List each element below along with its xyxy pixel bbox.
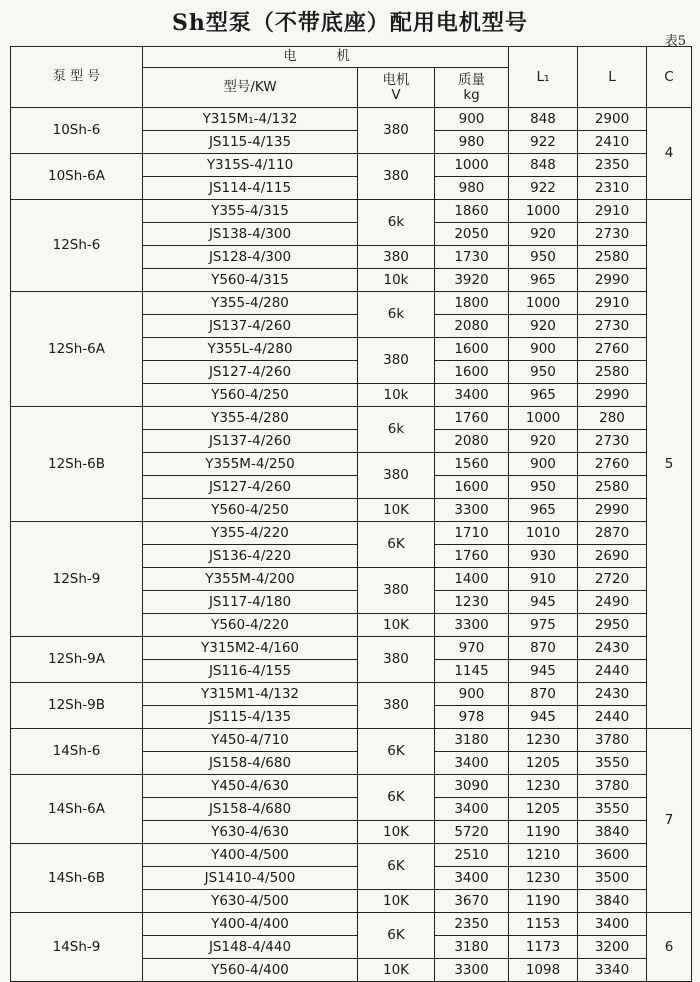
pump-model-cell: 12Sh-9 — [11, 522, 143, 637]
l1-cell: 1153 — [509, 913, 578, 936]
table-row — [11, 844, 692, 867]
voltage-cell: 6K — [358, 775, 435, 821]
l1-cell: 965 — [509, 499, 578, 522]
mass-cell: 1600 — [435, 338, 509, 361]
motor-model-cell: Y560-4/315 — [143, 269, 358, 292]
l1-cell: 1190 — [509, 821, 578, 844]
l1-cell: 870 — [509, 683, 578, 706]
l-cell: 2690 — [578, 545, 647, 568]
motor-model-cell: Y560-4/250 — [143, 384, 358, 407]
l-cell: 3200 — [578, 936, 647, 959]
l1-cell: 922 — [509, 177, 578, 200]
motor-model-cell: Y315M₁-4/132 — [143, 108, 358, 131]
voltage-cell: 6K — [358, 913, 435, 959]
l-cell: 2720 — [578, 568, 647, 591]
mass-cell: 1145 — [435, 660, 509, 683]
l1-cell: 900 — [509, 453, 578, 476]
voltage-cell: 380 — [358, 154, 435, 200]
l1-cell: 1173 — [509, 936, 578, 959]
motor-model-cell: JS116-4/155 — [143, 660, 358, 683]
l1-cell: 922 — [509, 131, 578, 154]
c-cell: 4 — [647, 108, 692, 200]
l-cell: 2950 — [578, 614, 647, 637]
mass-cell: 1600 — [435, 476, 509, 499]
l-cell: 2580 — [578, 476, 647, 499]
l-cell: 2760 — [578, 338, 647, 361]
motor-model-cell: Y355-4/315 — [143, 200, 358, 223]
l1-cell: 1205 — [509, 798, 578, 821]
mass-cell: 1800 — [435, 292, 509, 315]
voltage-cell: 6K — [358, 522, 435, 568]
motor-model-cell: JS137-4/260 — [143, 315, 358, 338]
l1-cell: 1210 — [509, 844, 578, 867]
motor-model-cell: JS158-4/680 — [143, 752, 358, 775]
motor-model-cell: Y560-4/220 — [143, 614, 358, 637]
pump-model-cell: 10Sh-6 — [11, 108, 143, 154]
header-voltage: 电机 V — [358, 68, 435, 108]
l-cell: 2430 — [578, 683, 647, 706]
l1-cell: 920 — [509, 430, 578, 453]
l-cell: 2730 — [578, 223, 647, 246]
l1-cell: 848 — [509, 154, 578, 177]
l-cell: 2350 — [578, 154, 647, 177]
motor-model-cell: Y450-4/710 — [143, 729, 358, 752]
table-row — [11, 913, 692, 936]
mass-cell: 3670 — [435, 890, 509, 913]
motor-model-cell: JS115-4/135 — [143, 131, 358, 154]
l1-cell: 945 — [509, 660, 578, 683]
l1-cell: 848 — [509, 108, 578, 131]
l1-cell: 920 — [509, 223, 578, 246]
l1-cell: 900 — [509, 338, 578, 361]
mass-cell: 1710 — [435, 522, 509, 545]
l1-cell: 1000 — [509, 200, 578, 223]
mass-cell: 2510 — [435, 844, 509, 867]
mass-cell: 970 — [435, 637, 509, 660]
voltage-cell: 6k — [358, 200, 435, 246]
l1-cell: 1010 — [509, 522, 578, 545]
c-cell: 7 — [647, 729, 692, 913]
motor-model-cell: JS127-4/260 — [143, 476, 358, 499]
l1-cell: 975 — [509, 614, 578, 637]
mass-cell: 978 — [435, 706, 509, 729]
l-cell: 3600 — [578, 844, 647, 867]
table-row — [11, 154, 692, 177]
motor-model-cell: JS114-4/115 — [143, 177, 358, 200]
l-cell: 3400 — [578, 913, 647, 936]
l1-cell: 920 — [509, 315, 578, 338]
pump-model-cell: 12Sh-6 — [11, 200, 143, 292]
l1-cell: 1190 — [509, 890, 578, 913]
voltage-cell: 10k — [358, 269, 435, 292]
voltage-cell: 6k — [358, 407, 435, 453]
mass-cell: 3400 — [435, 867, 509, 890]
mass-cell: 1230 — [435, 591, 509, 614]
mass-cell: 3180 — [435, 729, 509, 752]
l1-cell: 1098 — [509, 959, 578, 982]
table-row — [11, 108, 692, 131]
table-row — [11, 683, 692, 706]
mass-cell: 3180 — [435, 936, 509, 959]
motor-model-cell: Y560-4/250 — [143, 499, 358, 522]
table-row — [11, 200, 692, 223]
mass-cell: 1860 — [435, 200, 509, 223]
motor-model-cell: JS158-4/680 — [143, 798, 358, 821]
voltage-cell: 6k — [358, 292, 435, 338]
header-motor-group: 电 机 — [143, 47, 509, 68]
table-row — [11, 522, 692, 545]
l-cell: 2730 — [578, 315, 647, 338]
voltage-cell: 380 — [358, 453, 435, 499]
table-row — [11, 637, 692, 660]
l1-cell: 1000 — [509, 407, 578, 430]
l-cell: 2730 — [578, 430, 647, 453]
table-row — [11, 775, 692, 798]
motor-model-cell: Y315S-4/110 — [143, 154, 358, 177]
motor-model-cell: JS115-4/135 — [143, 706, 358, 729]
l-cell: 2990 — [578, 384, 647, 407]
l1-cell: 965 — [509, 269, 578, 292]
l-cell: 2870 — [578, 522, 647, 545]
mass-cell: 2080 — [435, 430, 509, 453]
l-cell: 2440 — [578, 660, 647, 683]
motor-model-cell: Y560-4/400 — [143, 959, 358, 982]
pump-model-cell: 12Sh-9A — [11, 637, 143, 683]
pump-model-cell: 14Sh-6A — [11, 775, 143, 844]
motor-model-cell: JS1410-4/500 — [143, 867, 358, 890]
pump-model-cell: 14Sh-6 — [11, 729, 143, 775]
voltage-cell: 10K — [358, 959, 435, 982]
l-cell: 2490 — [578, 591, 647, 614]
l-cell: 3550 — [578, 752, 647, 775]
l-cell: 2410 — [578, 131, 647, 154]
table-row — [11, 292, 692, 315]
mass-cell: 1400 — [435, 568, 509, 591]
mass-cell: 1000 — [435, 154, 509, 177]
l1-cell: 950 — [509, 246, 578, 269]
voltage-cell: 10K — [358, 821, 435, 844]
motor-model-cell: Y355M-4/200 — [143, 568, 358, 591]
motor-model-cell: JS136-4/220 — [143, 545, 358, 568]
l1-cell: 930 — [509, 545, 578, 568]
l-cell: 2910 — [578, 292, 647, 315]
voltage-cell: 380 — [358, 568, 435, 614]
voltage-cell: 6K — [358, 844, 435, 890]
voltage-cell: 6K — [358, 729, 435, 775]
mass-cell: 3090 — [435, 775, 509, 798]
header-c: C — [647, 47, 692, 108]
pump-model-cell: 12Sh-6A — [11, 292, 143, 407]
mass-cell: 3400 — [435, 798, 509, 821]
l1-cell: 945 — [509, 591, 578, 614]
table-body — [11, 108, 692, 982]
motor-model-cell: Y355M-4/250 — [143, 453, 358, 476]
table-row — [11, 407, 692, 430]
l-cell: 3840 — [578, 890, 647, 913]
mass-cell: 3400 — [435, 752, 509, 775]
motor-model-cell: JS148-4/440 — [143, 936, 358, 959]
l-cell: 2440 — [578, 706, 647, 729]
mass-cell: 1560 — [435, 453, 509, 476]
l1-cell: 950 — [509, 476, 578, 499]
motor-model-cell: JS137-4/260 — [143, 430, 358, 453]
l1-cell: 870 — [509, 637, 578, 660]
l-cell: 2580 — [578, 361, 647, 384]
motor-model-cell: Y450-4/630 — [143, 775, 358, 798]
l1-cell: 1205 — [509, 752, 578, 775]
header-pump-model: 泵 型 号 — [11, 47, 143, 108]
l1-cell: 1230 — [509, 775, 578, 798]
table-row — [11, 729, 692, 752]
table-number: 表5 — [664, 34, 686, 49]
l-cell: 2580 — [578, 246, 647, 269]
l1-cell: 910 — [509, 568, 578, 591]
l1-cell: 965 — [509, 384, 578, 407]
header-motor-model: 型号/KW — [143, 68, 358, 108]
motor-model-cell: JS138-4/300 — [143, 223, 358, 246]
motor-model-cell: Y630-4/630 — [143, 821, 358, 844]
mass-cell: 3300 — [435, 614, 509, 637]
l-cell: 2990 — [578, 269, 647, 292]
voltage-cell: 10K — [358, 499, 435, 522]
motor-model-cell: JS127-4/260 — [143, 361, 358, 384]
motor-model-cell: Y400-4/500 — [143, 844, 358, 867]
voltage-cell: 380 — [358, 108, 435, 154]
motor-model-cell: Y315M2-4/160 — [143, 637, 358, 660]
mass-cell: 2050 — [435, 223, 509, 246]
mass-cell: 1760 — [435, 545, 509, 568]
l-cell: 2900 — [578, 108, 647, 131]
pump-model-cell: 12Sh-6B — [11, 407, 143, 522]
voltage-cell: 380 — [358, 338, 435, 384]
l-cell: 3500 — [578, 867, 647, 890]
motor-model-cell: Y630-4/500 — [143, 890, 358, 913]
motor-model-cell: Y315M1-4/132 — [143, 683, 358, 706]
mass-cell: 900 — [435, 683, 509, 706]
pump-model-cell: 14Sh-9 — [11, 913, 143, 982]
pump-model-cell: 12Sh-9B — [11, 683, 143, 729]
mass-cell: 2080 — [435, 315, 509, 338]
c-cell: 5 — [647, 200, 692, 729]
motor-model-cell: Y355-4/220 — [143, 522, 358, 545]
l-cell: 3340 — [578, 959, 647, 982]
l-cell: 3780 — [578, 729, 647, 752]
mass-cell: 1600 — [435, 361, 509, 384]
motor-model-cell: Y355-4/280 — [143, 292, 358, 315]
l1-cell: 1230 — [509, 729, 578, 752]
mass-cell: 1760 — [435, 407, 509, 430]
voltage-cell: 10k — [358, 384, 435, 407]
mass-cell: 3300 — [435, 959, 509, 982]
l-cell: 2990 — [578, 499, 647, 522]
document-title: Sh型泵（不带底座）配用电机型号 — [172, 10, 528, 36]
mass-cell: 3920 — [435, 269, 509, 292]
l-cell: 2910 — [578, 200, 647, 223]
l-cell: 2430 — [578, 637, 647, 660]
voltage-cell: 10K — [358, 890, 435, 913]
mass-cell: 980 — [435, 177, 509, 200]
mass-cell: 1730 — [435, 246, 509, 269]
l1-cell: 950 — [509, 361, 578, 384]
motor-model-cell: Y400-4/400 — [143, 913, 358, 936]
voltage-cell: 380 — [358, 637, 435, 683]
voltage-cell: 380 — [358, 246, 435, 269]
l-cell: 3550 — [578, 798, 647, 821]
pump-model-cell: 10Sh-6A — [11, 154, 143, 200]
motor-model-cell: Y355L-4/280 — [143, 338, 358, 361]
mass-cell: 2350 — [435, 913, 509, 936]
mass-cell: 980 — [435, 131, 509, 154]
pump-model-cell: 14Sh-6B — [11, 844, 143, 913]
header-l1: L₁ — [509, 47, 578, 108]
voltage-cell: 10K — [358, 614, 435, 637]
voltage-cell: 380 — [358, 683, 435, 729]
header-mass: 质量 kg — [435, 68, 509, 108]
c-cell: 6 — [647, 913, 692, 982]
mass-cell: 5720 — [435, 821, 509, 844]
motor-model-cell: Y355-4/280 — [143, 407, 358, 430]
l1-cell: 1000 — [509, 292, 578, 315]
mass-cell: 3300 — [435, 499, 509, 522]
l1-cell: 1230 — [509, 867, 578, 890]
l-cell: 280 — [578, 407, 647, 430]
l-cell: 3780 — [578, 775, 647, 798]
l1-cell: 945 — [509, 706, 578, 729]
header-l: L — [578, 47, 647, 108]
l-cell: 3840 — [578, 821, 647, 844]
motor-model-cell: JS128-4/300 — [143, 246, 358, 269]
l-cell: 2760 — [578, 453, 647, 476]
mass-cell: 3400 — [435, 384, 509, 407]
l-cell: 2310 — [578, 177, 647, 200]
mass-cell: 900 — [435, 108, 509, 131]
motor-model-cell: JS117-4/180 — [143, 591, 358, 614]
motor-spec-table — [10, 46, 692, 982]
